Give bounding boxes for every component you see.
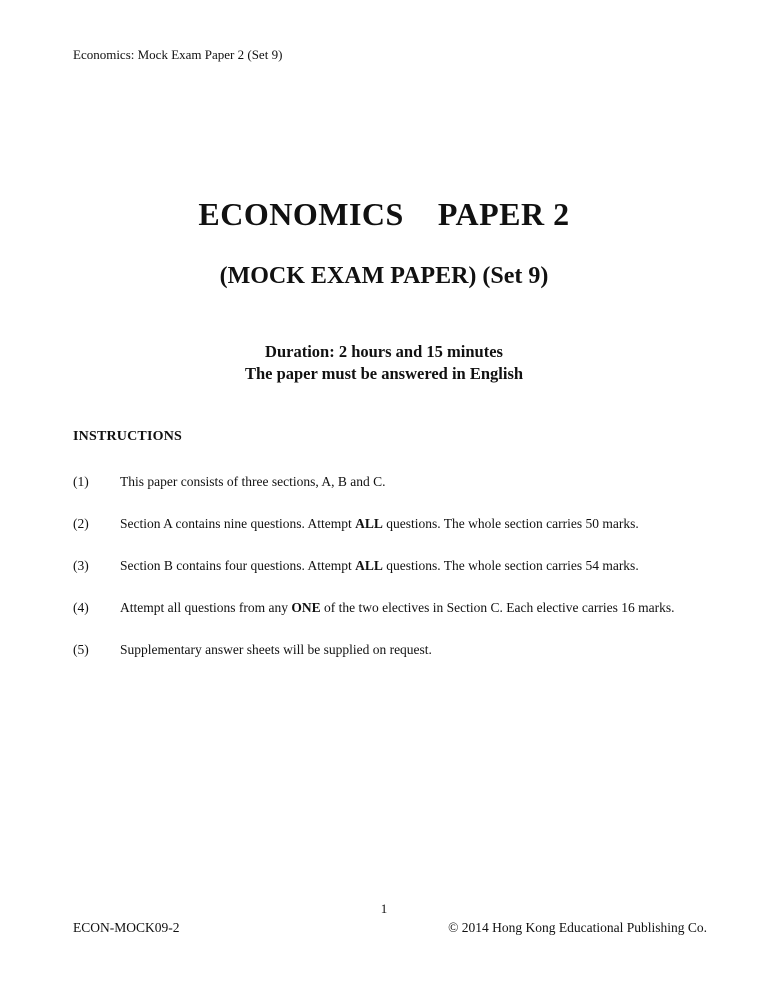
exam-subtitle: (MOCK EXAM PAPER) (Set 9) — [219, 263, 549, 289]
instruction-text: Section B contains four questions. Attempt ALL questions. The whole section carries 54 marks. — [120, 558, 639, 573]
instruction-item-3 — [73, 553, 723, 578]
footer-copyright: © 2014 Hong Kong Educational Publishing Co. — [448, 920, 707, 935]
instruction-item-4 — [73, 595, 723, 620]
instruction-item-5 — [73, 637, 723, 662]
page-number: 1 — [380, 901, 388, 916]
instruction-number: (1) — [73, 474, 89, 489]
instruction-text: Attempt all questions from any ONE of the two electives in Section C. Each elective carries 16 marks. — [120, 600, 675, 615]
duration-line-2: The paper must be answered in English — [244, 364, 524, 383]
exam-title: ECONOMICS PAPER 2 — [198, 196, 570, 232]
footer-document-code: ECON-MOCK09-2 — [73, 920, 180, 935]
instruction-item-1 — [73, 469, 723, 494]
instruction-number: (3) — [73, 558, 89, 573]
duration-block — [0, 341, 768, 385]
instruction-item-2 — [73, 511, 723, 536]
instruction-text: Supplementary answer sheets will be supplied on request. — [120, 642, 432, 657]
instructions-heading: INSTRUCTIONS — [73, 429, 182, 444]
instruction-text: Section A contains nine questions. Attempt ALL questions. The whole section carries 50 marks. — [120, 516, 639, 531]
instruction-number: (5) — [73, 642, 89, 657]
instruction-number: (4) — [73, 600, 89, 615]
instruction-text: This paper consists of three sections, A, B and C. — [120, 474, 386, 489]
instruction-number: (2) — [73, 516, 89, 531]
duration-line-1: Duration: 2 hours and 15 minutes — [265, 342, 503, 361]
running-header: Economics: Mock Exam Paper 2 (Set 9) — [73, 47, 283, 62]
instructions-list — [73, 469, 723, 679]
